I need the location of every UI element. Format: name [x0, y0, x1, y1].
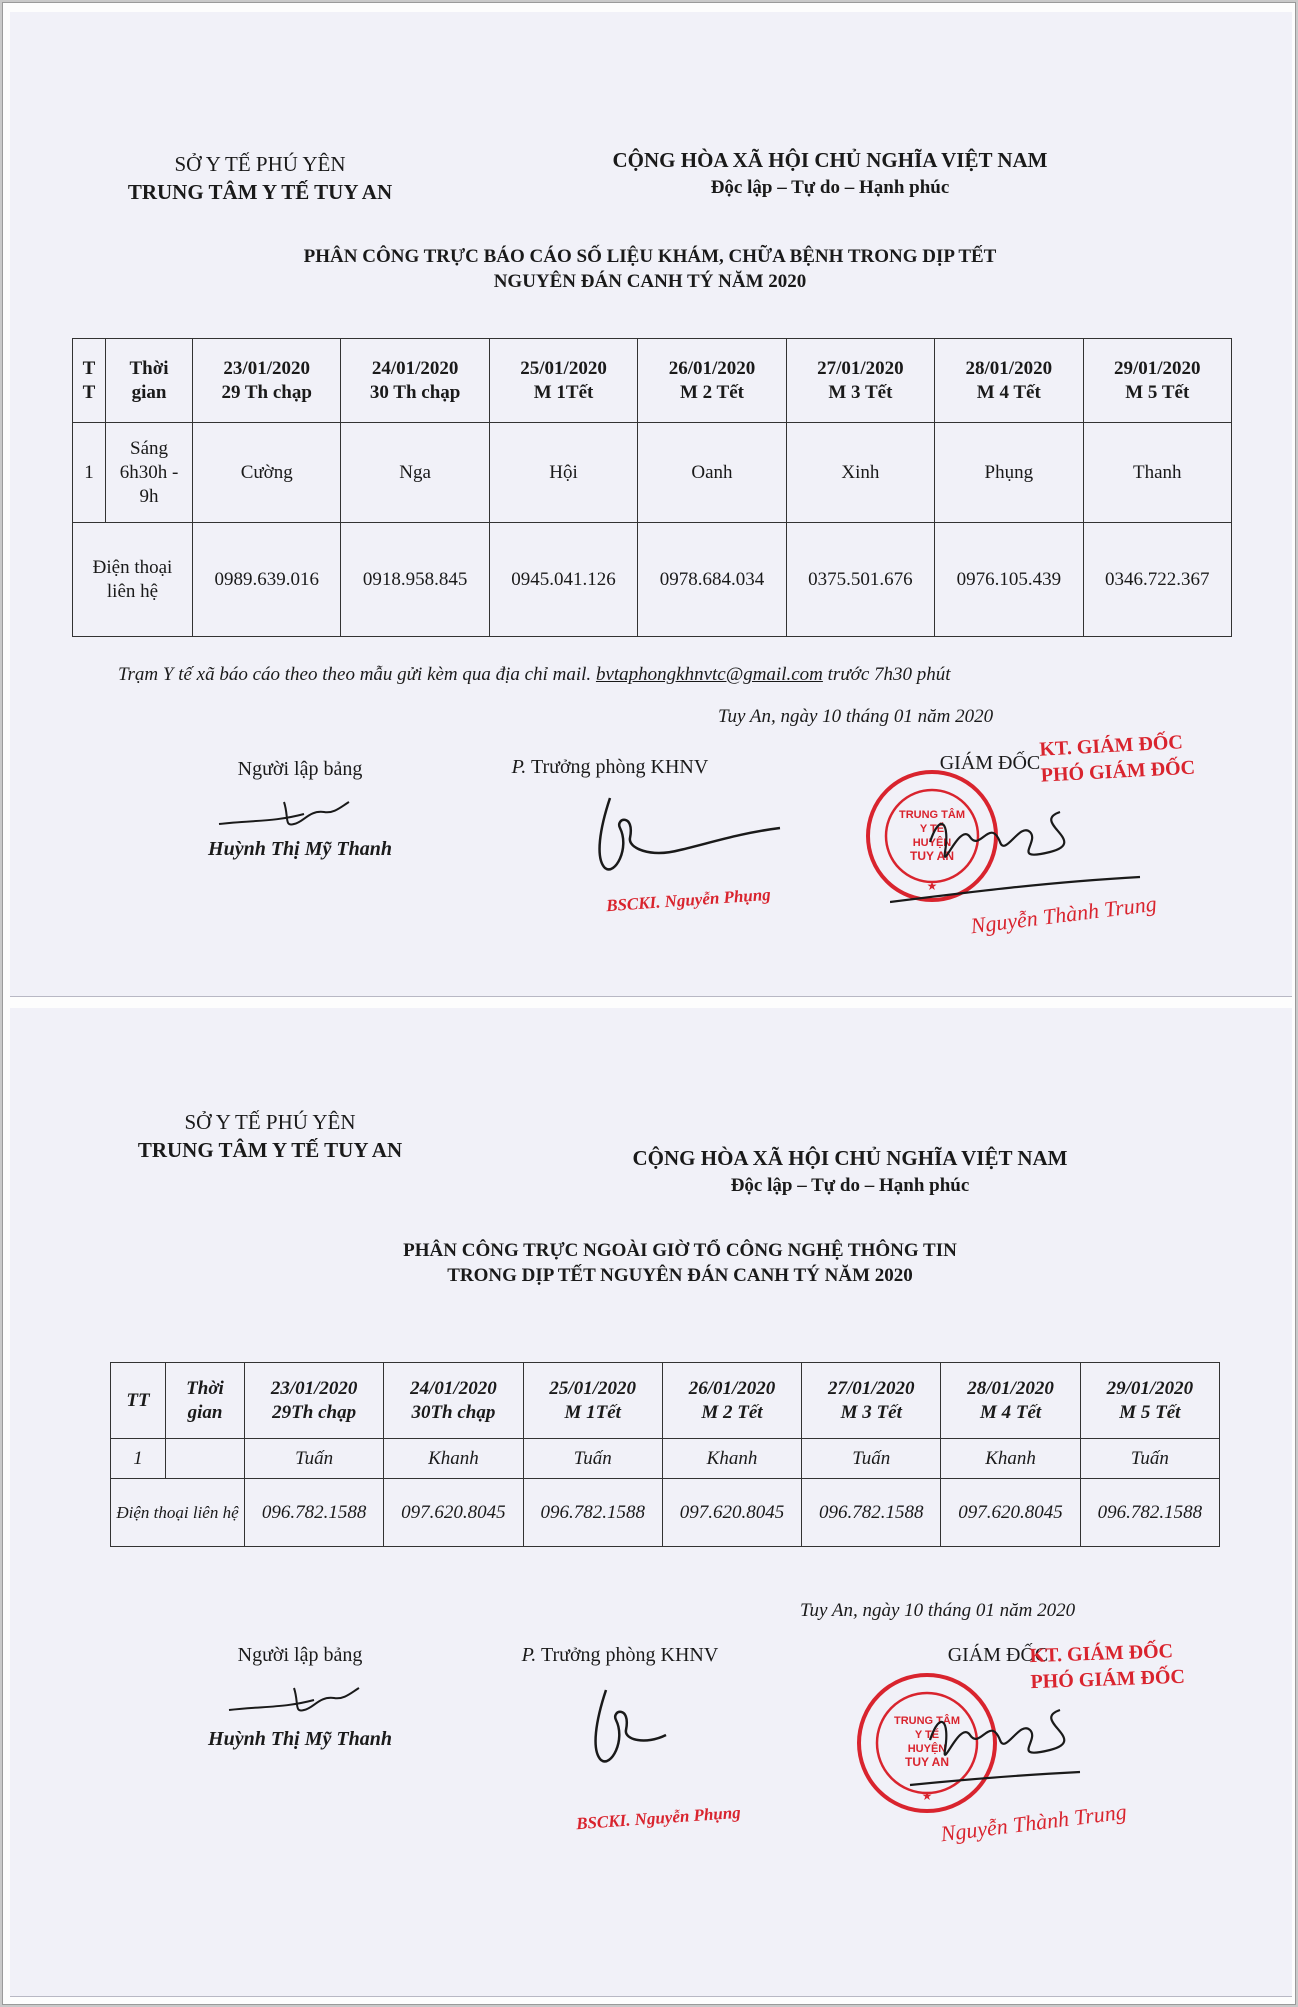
preparer-signature-icon — [214, 792, 354, 842]
cell-phone: 0978.684.034 — [638, 523, 786, 637]
header-time: Thời gian — [106, 339, 193, 423]
deputy-director-stamp — [1039, 727, 1221, 788]
khnv-title-block — [490, 1644, 750, 1667]
date-line: Tuy An, ngày 10 tháng 01 năm 2020 — [718, 706, 994, 727]
cell-name: Hội — [489, 423, 637, 523]
header-day: 26/01/2020 M 2 Tết — [638, 339, 786, 423]
table-row — [73, 523, 1232, 637]
cell-row-number: 1 — [111, 1439, 166, 1479]
cell-name: Oanh — [638, 423, 786, 523]
header-day: 24/01/2020 30 Th chạp — [341, 339, 489, 423]
table-header-row — [111, 1363, 1220, 1439]
khnv-title: Trưởng phòng KHNV — [530, 756, 709, 778]
cell-name: Tuấn — [523, 1439, 662, 1479]
org-line-1: SỞ Y TẾ PHÚ YÊN — [184, 1110, 356, 1134]
table-row — [111, 1479, 1220, 1547]
cell-phone: 096.782.1588 — [523, 1479, 662, 1547]
header-day: 28/01/2020 M 4 Tết — [941, 1363, 1080, 1439]
title-line-1: PHÂN CÔNG TRỰC BÁO CÁO SỐ LIỆU KHÁM, CHỮA BỆNH TRONG DỊP TẾT — [303, 246, 997, 267]
seal-line: TUY AN — [904, 1755, 950, 1769]
khnv-prefix: P. — [511, 756, 527, 778]
cell-phone: 097.620.8045 — [941, 1479, 1080, 1547]
date-line: Tuy An, ngày 10 tháng 01 năm 2020 — [800, 1600, 1076, 1621]
seal-line: TUY AN — [909, 849, 955, 863]
cell-name: Xinh — [786, 423, 934, 523]
seal-line: TRUNG TÂM — [899, 809, 965, 821]
cell-phone-label: Điện thoại liên hệ — [111, 1479, 245, 1547]
svg-text:★: ★ — [926, 879, 938, 893]
cell-phone: 0346.722.367 — [1083, 523, 1231, 637]
nation-header — [590, 1144, 1110, 1200]
cell-phone: 097.620.8045 — [662, 1479, 801, 1547]
khnv-signature-icon — [590, 788, 790, 888]
cell-phone: 096.782.1588 — [1080, 1479, 1219, 1547]
header-day: 27/01/2020 M 3 Tết — [802, 1363, 941, 1439]
cell-phone: 0945.041.126 — [489, 523, 637, 637]
table-row — [73, 423, 1232, 523]
director-title: GIÁM ĐỐC — [947, 1644, 1049, 1666]
nation-header — [570, 146, 1090, 202]
khnv-prefix: P. — [521, 1644, 537, 1666]
preparer-name: Huỳnh Thị Mỹ Thanh — [208, 1728, 392, 1750]
cell-row-number: 1 — [73, 423, 106, 523]
table-header-row — [73, 339, 1232, 423]
header-day: 28/01/2020 M 4 Tết — [935, 339, 1083, 423]
title-line-2: TRONG DỊP TẾT NGUYÊN ĐÁN CANH TÝ NĂM 2020 — [447, 1265, 913, 1286]
deputy-line-2: PHÓ GIÁM ĐỐC — [1040, 756, 1196, 787]
director-signature-icon — [890, 1680, 1150, 1800]
header-day: 25/01/2020 M 1Tết — [489, 339, 637, 423]
header-day: 26/01/2020 M 2 Tết — [662, 1363, 801, 1439]
deputy-line-1: KT. GIÁM ĐỐC — [1038, 731, 1184, 761]
org-header — [100, 150, 420, 206]
svg-text:★: ★ — [921, 1789, 933, 1803]
seal-line: TRUNG TÂM — [894, 1715, 960, 1727]
cell-phone: 096.782.1588 — [802, 1479, 941, 1547]
cell-name: Khanh — [662, 1439, 801, 1479]
header-day: 23/01/2020 29Th chạp — [245, 1363, 384, 1439]
nation-title: CỘNG HÒA XÃ HỘI CHỦ NGHĨA VIỆT NAM — [632, 1146, 1068, 1170]
header-day: 25/01/2020 M 1Tết — [523, 1363, 662, 1439]
title-line-2: NGUYÊN ĐÁN CANH TÝ NĂM 2020 — [493, 271, 807, 292]
org-line-2: TRUNG TÂM Y TẾ TUY AN — [127, 180, 393, 204]
cell-name: Tuấn — [802, 1439, 941, 1479]
cell-time — [166, 1439, 245, 1479]
seal-line: Y TẾ — [919, 823, 945, 835]
document-page-1 — [10, 12, 1292, 997]
cell-name: Khanh — [941, 1439, 1080, 1479]
header-tt: TT — [111, 1363, 166, 1439]
title-line-1: PHÂN CÔNG TRỰC NGOÀI GIỜ TỔ CÔNG NGHỆ THÔNG TIN — [403, 1240, 957, 1261]
document-title — [230, 1238, 1130, 1288]
khnv-title-block — [480, 756, 740, 779]
deputy-line-2: PHÓ GIÁM ĐỐC — [1030, 1665, 1186, 1694]
header-tt: T T — [73, 339, 106, 423]
preparer-title: Người lập bảng — [237, 1644, 363, 1666]
document-page-2 — [10, 1008, 1292, 1997]
deputy-line-1: KT. GIÁM ĐỐC — [1029, 1640, 1174, 1668]
preparer-signature-icon — [224, 1678, 364, 1728]
preparer-name: Huỳnh Thị Mỹ Thanh — [208, 838, 392, 860]
seal-line: HUYỆN — [907, 1743, 947, 1755]
khnv-signature-icon — [586, 1680, 706, 1770]
cell-time: Sáng 6h30h - 9h — [106, 423, 193, 523]
report-note — [118, 664, 1268, 686]
motto: Độc lập – Tự do – Hạnh phúc — [710, 177, 950, 198]
director-name: Nguyễn Thành Trung — [939, 1798, 1128, 1847]
cell-phone: 0918.958.845 — [341, 523, 489, 637]
header-day: 29/01/2020 M 5 Tết — [1083, 339, 1231, 423]
director-name: Nguyễn Thành Trung — [969, 890, 1158, 939]
cell-name: Nga — [341, 423, 489, 523]
duty-table — [72, 338, 1232, 637]
duty-table — [110, 1362, 1220, 1547]
seal-line: Y TẾ — [914, 1729, 940, 1741]
cell-name: Tuấn — [1080, 1439, 1219, 1479]
header-day: 23/01/2020 29 Th chạp — [193, 339, 341, 423]
note-text: Trạm Y tế xã báo cáo theo theo mẫu gửi kèm qua địa chỉ mail. — [118, 664, 592, 685]
note-deadline: trước 7h30 phút — [827, 664, 951, 685]
cell-name: Thanh — [1083, 423, 1231, 523]
header-day: 24/01/2020 30Th chạp — [384, 1363, 523, 1439]
cell-phone-label: Điện thoại liên hệ — [73, 523, 193, 637]
nation-title: CỘNG HÒA XÃ HỘI CHỦ NGHĨA VIỆT NAM — [612, 148, 1048, 172]
table-row — [111, 1439, 1220, 1479]
email-link[interactable]: bvtaphongkhnvtc@gmail.com — [595, 664, 823, 685]
document-title — [170, 244, 1130, 294]
cell-phone: 0375.501.676 — [786, 523, 934, 637]
cell-phone: 096.782.1588 — [245, 1479, 384, 1547]
cell-name: Cường — [193, 423, 341, 523]
cell-phone: 097.620.8045 — [384, 1479, 523, 1547]
preparer-title: Người lập bảng — [237, 758, 363, 780]
cell-name: Khanh — [384, 1439, 523, 1479]
khnv-stamp-name: BSCKI. Nguyễn Phụng — [575, 1802, 742, 1834]
director-title: GIÁM ĐỐC — [939, 752, 1041, 774]
cell-name: Tuấn — [245, 1439, 384, 1479]
org-line-2: TRUNG TÂM Y TẾ TUY AN — [137, 1138, 403, 1162]
org-line-1: SỞ Y TẾ PHÚ YÊN — [174, 152, 346, 176]
khnv-title: Trưởng phòng KHNV — [540, 1644, 719, 1666]
motto: Độc lập – Tự do – Hạnh phúc — [730, 1175, 970, 1196]
khnv-stamp-name: BSCKI. Nguyễn Phụng — [605, 884, 772, 916]
header-day: 27/01/2020 M 3 Tết — [786, 339, 934, 423]
cell-phone: 0989.639.016 — [193, 523, 341, 637]
cell-phone: 0976.105.439 — [935, 523, 1083, 637]
cell-name: Phụng — [935, 423, 1083, 523]
header-day: 29/01/2020 M 5 Tết — [1080, 1363, 1219, 1439]
seal-line: HUYỆN — [912, 837, 952, 849]
org-header — [110, 1108, 430, 1164]
header-time: Thời gian — [166, 1363, 245, 1439]
